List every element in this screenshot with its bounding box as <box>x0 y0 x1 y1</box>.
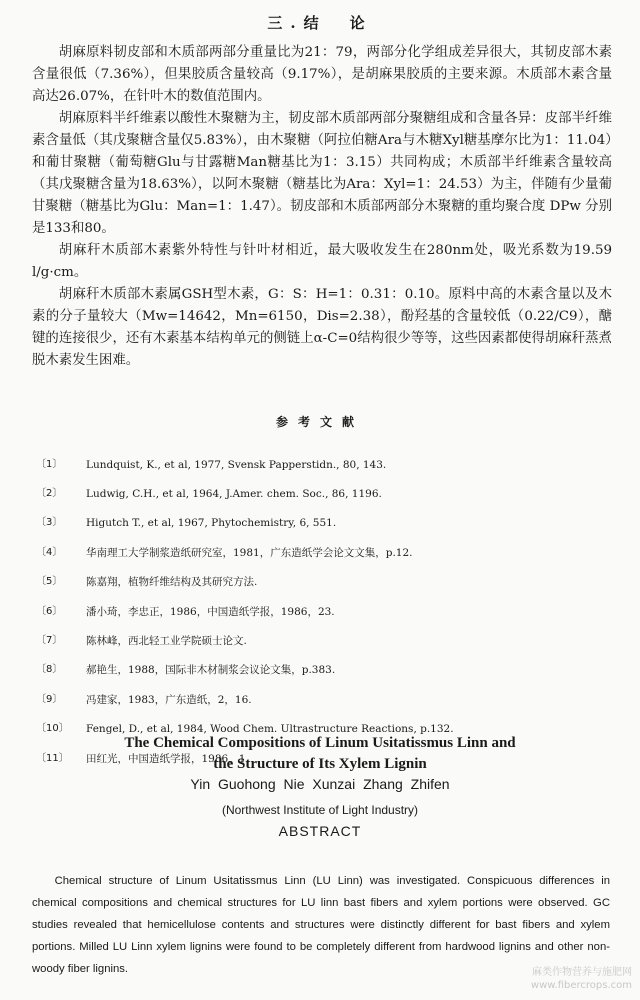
reference-number: 〔2〕 <box>36 488 63 500</box>
reference-text: Lundquist, K., et al, 1977, Svensk Papperstidn., 80, 143. <box>86 458 387 471</box>
reference-item <box>36 568 606 597</box>
conclusion-paragraph-4: 胡麻秆木质部木素属GSH型木素，G：S：H=1：0.31：0.10。原料中高的木素含量以及木素的分子量较大（Mw=14642，Mn=6150，Dis=2.38），酚羟基的含量较低（0.22/C9），醣键的连接很少，还有木素基本结构单元的侧链上α-C=0结构很少等等，这些因素都使得胡麻秆蒸煮脱木素发生困难。 <box>32 287 612 368</box>
reference-text: Ludwig, C.H., et al, 1964, J.Amer. chem. Soc., 86, 1196. <box>86 488 382 501</box>
reference-text: Higutch T., et al, 1967, Phytochemistry, 6, 551. <box>86 517 337 530</box>
watermark <box>531 966 632 992</box>
reference-text: 潘小琦，李忠正，1986，中国造纸学报，1986，23. <box>86 605 335 618</box>
reference-number: 〔8〕 <box>36 664 63 676</box>
reference-item <box>36 538 606 567</box>
authors: Yin Guohong Nie Xunzai Zhang Zhifen <box>190 776 450 792</box>
reference-number: 〔10〕 <box>36 723 69 735</box>
reference-text: 华南理工大学制浆造纸研究室，1981，广东造纸学会论文文集，p.12. <box>86 546 413 559</box>
reference-item <box>36 509 606 538</box>
reference-text: 冯建家，1983，广东造纸，2，16. <box>86 693 252 706</box>
reference-number: 〔11〕 <box>36 752 69 764</box>
conclusions-body <box>32 42 612 372</box>
english-title-line-1: The Chemical Compositions of Linum Usitatissmus Linn and <box>124 735 516 751</box>
reference-text: 陈嘉翔，植物纤维结构及其研究方法. <box>86 576 258 589</box>
reference-number: 〔7〕 <box>36 635 63 647</box>
reference-number: 〔3〕 <box>36 517 63 529</box>
conclusion-paragraph-2: 胡麻原料半纤维素以酸性木聚糖为主，韧皮部木质部两部分聚糖组成和含量各异：皮部半纤维素含量低（其戊聚糖含量仅5.83%），由木聚糖（阿拉伯糖Ara与木糖Xyl糖基摩尔比为1：11.04）和葡甘聚糖（葡萄糖Glu与甘露糖Man糖基比为1：3.15）共同构成；木质部半纤维素含量较高（其戊聚糖含量为18.63%），以阿木聚糖（糖基比为Ara：Xyl=1：24.53）为主，伴随有少量葡甘聚糖（糖基比为Glu：Man=1：1.47）。韧皮部和木质部两部分木聚糖的重均聚合度 DPw 分别是133和80。 <box>32 111 612 236</box>
abstract-label: ABSTRACT <box>278 823 362 839</box>
reference-text: 陈林峰，西北轻工业学院硕士论文. <box>86 635 247 648</box>
reference-item <box>36 479 606 508</box>
reference-item <box>36 685 606 714</box>
abstract-text: Chemical structure of Linum Usitatissmus Linn (LU Linn) was investigated. Conspicuous differences in chemical compositions and chemical structures for LU linn bast fibers and xylem portions were observed. GC studies revealed that hemicellulose contents and structures were distinctly different for bast fibers and xylem portions. Milled LU Linn xylem lignins were found to be completely different from hardwood lignins and other non-woody fiber lignins. <box>32 875 610 975</box>
reference-list <box>36 450 606 773</box>
reference-number: 〔4〕 <box>36 546 63 558</box>
reference-number: 〔1〕 <box>36 458 63 470</box>
references-title: 参考文献 <box>275 415 364 429</box>
reference-item <box>36 450 606 479</box>
affiliation: (Northwest Institute of Light Industry) <box>221 803 419 817</box>
watermark-line-1: 麻类作物营养与施肥网 <box>532 967 632 978</box>
reference-number: 〔5〕 <box>36 576 63 588</box>
reference-text: 田红光，中国造纸学报，1986，1. <box>86 752 249 765</box>
watermark-line-2: www.fibercrops.com <box>530 980 632 991</box>
conclusion-paragraph-1: 胡麻原料韧皮部和木质部两部分重量比为21：79，两部分化学组成差异很大，其韧皮部木素含量很低（7.36%），但果胶质含量较高（9.17%），是胡麻果胶质的主要来源。木质部木素含量高达26.07%，在针叶木的数值范围内。 <box>32 45 612 104</box>
reference-text: Fengel, D., et al, 1984, Wood Chem. Ultrastructure Reactions, p.132. <box>86 723 454 736</box>
reference-number: 〔9〕 <box>36 693 63 705</box>
section-title: 三.结 论 <box>267 14 373 32</box>
english-title-line-2: the Structure of Its Xylem Lignin <box>213 756 427 772</box>
reference-item <box>36 597 606 626</box>
reference-item <box>36 656 606 685</box>
conclusion-paragraph-3: 胡麻秆木质部木素紫外特性与针叶材相近，最大吸收发生在280nm处，吸光系数为19.59 l/g·cm。 <box>32 243 612 280</box>
reference-number: 〔6〕 <box>36 605 63 617</box>
reference-item <box>36 626 606 655</box>
reference-text: 郝艳生，1988，国际非木材制浆会议论文集，p.383. <box>86 664 336 677</box>
english-title <box>0 733 640 775</box>
